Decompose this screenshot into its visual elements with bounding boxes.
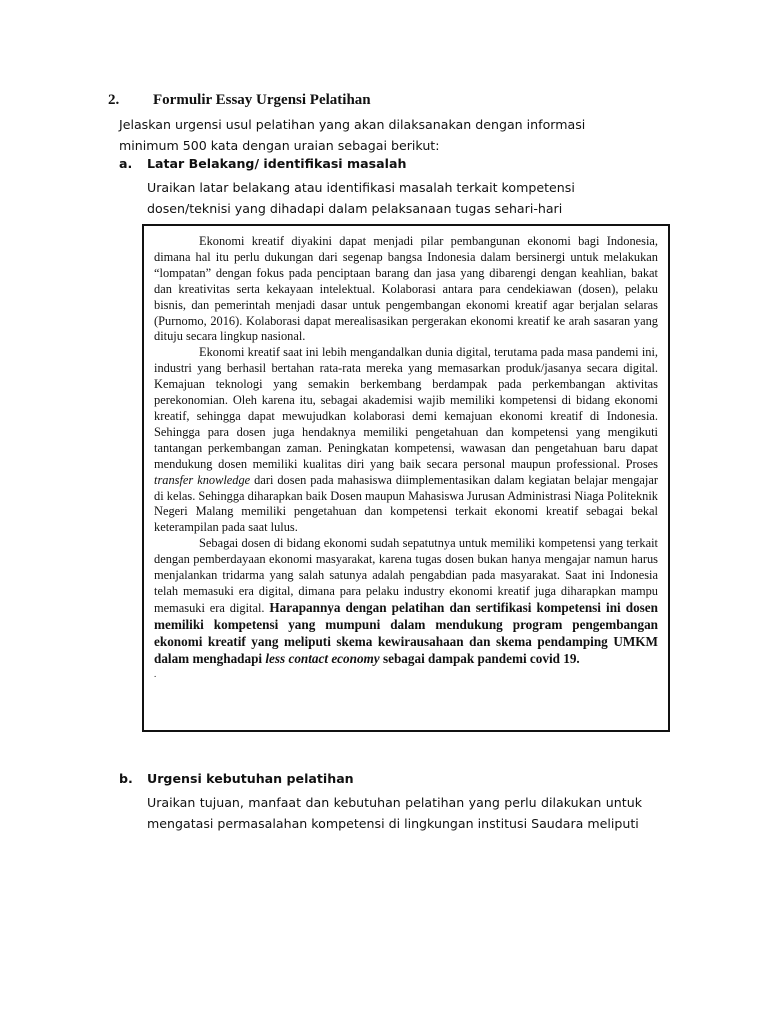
- essay-p2-text-before: Ekonomi kreatif saat ini lebih mengandalkan dunia digital, terutama pada masa pandemi ini, industri yang berhasil bertahan rata-rata mereka yang memasarkan produk/jasanya secara digital. Kemajuan teknologi yang semakin berkembang berdampak pada perkembangan aktivitas perekonomian. Oleh karena itu, sebagai akademisi wajib memiliki kompetensi di bidang ekonomi kreatif, sehingga dapat mewujudkan kolaborasi demi kemajuan ekonomi kreatif di Indonesia. Sehingga para dosen juga hendaknya memiliki pengetahuan dan kompetensi yang mengikuti tantangan perkembangan zaman. Peningkatan kompetensi, wawasan dan pengetahuan baru dapat mendukung dosen memiliki kualitas diri yang baik secara personal maupun professional. Proses: [154, 345, 658, 471]
- essay-text-box[interactable]: [142, 224, 670, 732]
- essay-paragraph-1: Ekonomi kreatif diyakini dapat menjadi pilar pembangunan ekonomi bagi Indonesia, dimana hal itu perlu dukungan dari segenap bangsa Indonesia dalam bersinergi untuk melakukan “lompatan” dengan fokus pada penciptaan barang dan jasa yang dibarengi dengan keahlian, bakat dan kreativitas serta kekayaan intelektual. Kolaborasi antara para cendekiawan (dosen), pelaku bisnis, dan pemerintah menjadi dasar untuk pengembangan ekonomi kreatif agar berjalan selaras (Purnomo, 2016). Kolaborasi dapat merealisasikan pergerakan ekonomi kreatif ke arah sasaran yang dituju secara lingkup nasional.: [154, 234, 658, 344]
- essay-paragraph-3: [154, 536, 658, 667]
- subsection-a-title: Latar Belakang/ identifikasi masalah: [147, 156, 407, 171]
- subsection-b-description: Uraikan tujuan, manfaat dan kebutuhan pelatihan yang perlu dilakukan untuk mengatasi permasalahan kompetensi di lingkungan institusi Saudara meliputi: [147, 795, 642, 831]
- essay-p3-italic-term: less contact economy: [265, 650, 380, 666]
- essay-paragraph-2: [154, 345, 658, 536]
- essay-p2-italic-term: transfer knowledge: [154, 472, 251, 487]
- subsection-a-description: Uraikan latar belakang atau identifikasi masalah terkait kompetensi dosen/teknisi yang dihadapi dalam pelaksanaan tugas sehari-hari: [147, 180, 575, 216]
- essay-p2-text-after: dari dosen pada mahasiswa diimplementasikan dalam kegiatan belajar mengajar di kelas. Sehingga diharapkan baik Dosen maupun Mahasiswa Jurusan Administrasi Niaga Politeknik Negeri Malang memiliki pengetahuan dan kompetensi terkait ekonomi kreatif sebagai bekal keterampilan pada saat lulus.: [154, 472, 659, 535]
- subsection-b-letter: b.: [119, 771, 133, 786]
- essay-p3-bold-end: sebagai dampak pandemi covid 19.: [379, 650, 580, 666]
- section-intro: Jelaskan urgensi usul pelatihan yang akan dilaksanakan dengan informasi minimum 500 kata dengan uraian sebagai berikut:: [119, 117, 586, 153]
- subsection-b-title: Urgensi kebutuhan pelatihan: [147, 771, 354, 786]
- subsection-a-letter: a.: [119, 156, 133, 171]
- essay-trailing-dot: .: [154, 669, 157, 680]
- essay-p3-bold-text: Harapannya dengan pelatihan dan sertifikasi kompetensi ini dosen memiliki kompetensi yang mumpuni dalam mendukung program pengembangan ekonomi kreatif yang meliputi skema kewirausahaan dan skema pendamping UMKM dalam menghadapi: [154, 599, 658, 666]
- essay-p3-bold-italic-term: [265, 651, 379, 666]
- section-title: Formulir Essay Urgensi Pelatihan: [153, 92, 371, 108]
- essay-p3-text: Sebagai dosen di bidang ekonomi sudah sepatutnya untuk memiliki kompetensi yang terkait dengan pemberdayaan ekonomi masyarakat, karena tugas dosen bukan hanya mengajar namun harus menjalankan tridarma yang salah satunya adalah pengabdian pada masyarakat. Saat ini Indonesia telah memasuki era digital, dimana para pelaku industry ekonomi kreatif juga diharapkan mampu memasuki era digital.: [154, 536, 658, 615]
- section-number: 2.: [108, 92, 120, 108]
